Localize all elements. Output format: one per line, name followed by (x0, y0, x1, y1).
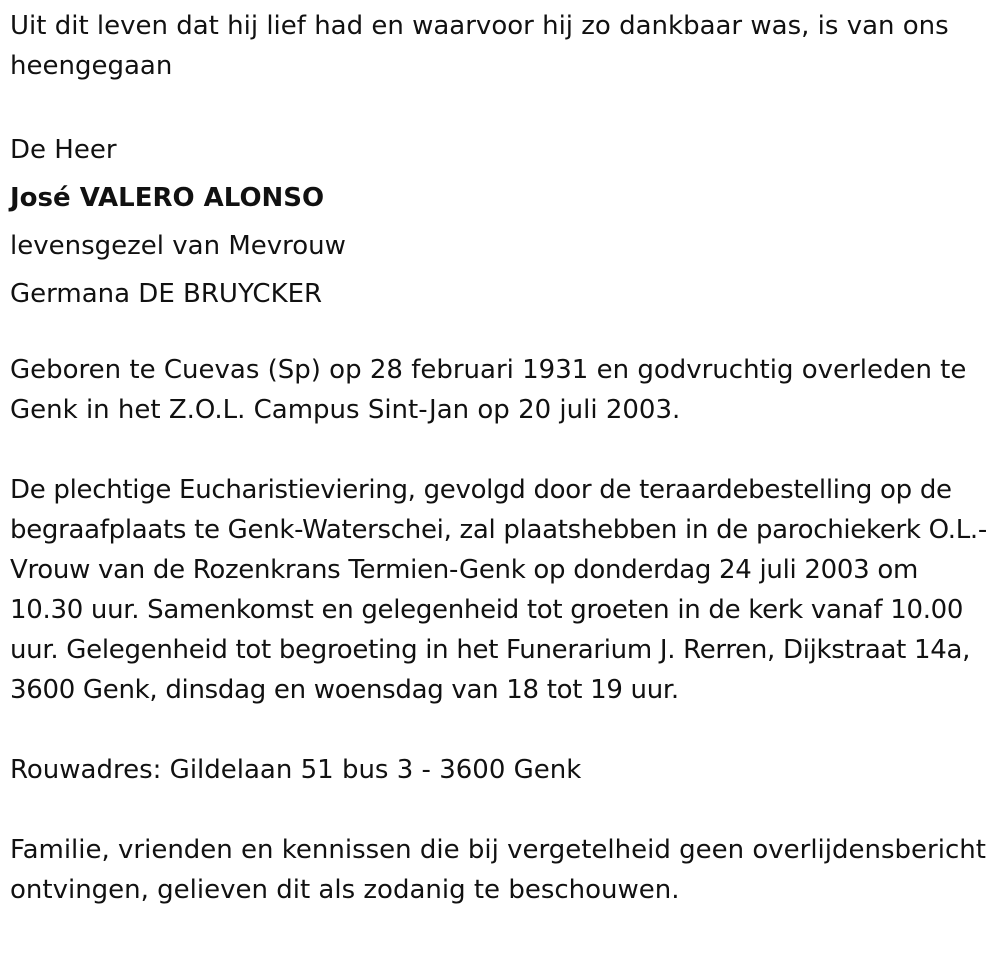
obituary-document (10, 6, 994, 910)
spacer (10, 318, 994, 350)
birth-death-paragraph: Geboren te Cuevas (Sp) op 28 februari 1931 en godvruchtig overleden te Genk in het Z.O.L. Campus Sint-Jan op 20 juli 2003. (10, 355, 967, 425)
ceremony-paragraph: De plechtige Eucharistieviering, gevolgd door de teraardebestelling op de begraafplaats te Genk-Waterschei, zal plaatshebben in de parochiekerk O.L.-Vrouw van de Rozenkrans Termien-Genk op donderdag 24 juli 2003 om 10.30 uur. Samenkomst en gelegenheid tot groeten in de kerk vanaf 10.00 uur. Gelegenheid tot begroeting in het Funerarium J. Rerren, Dijkstraat 14a, 3600 Genk, dinsdag en woensdag van 18 tot 19 uur. (10, 475, 987, 705)
partner-name: Germana DE BRUYCKER (10, 279, 323, 309)
relation-line: levensgezel van Mevrouw (10, 231, 346, 261)
address-line: Rouwadres: Gildelaan 51 bus 3 - 3600 Genk (10, 755, 582, 785)
spacer (10, 86, 994, 126)
spacer (10, 710, 994, 750)
spacer (10, 790, 994, 830)
closing-paragraph: Familie, vrienden en kennissen die bij vergetelheid geen overlijdensbericht ontvingen, gelieven dit als zodanig te beschouwen. (10, 835, 986, 905)
intro-paragraph: Uit dit leven dat hij lief had en waarvoor hij zo dankbaar was, is van ons heengegaan (10, 11, 949, 81)
spacer (10, 430, 994, 470)
title-line: De Heer (10, 135, 117, 165)
deceased-name: José VALERO ALONSO (10, 183, 325, 213)
